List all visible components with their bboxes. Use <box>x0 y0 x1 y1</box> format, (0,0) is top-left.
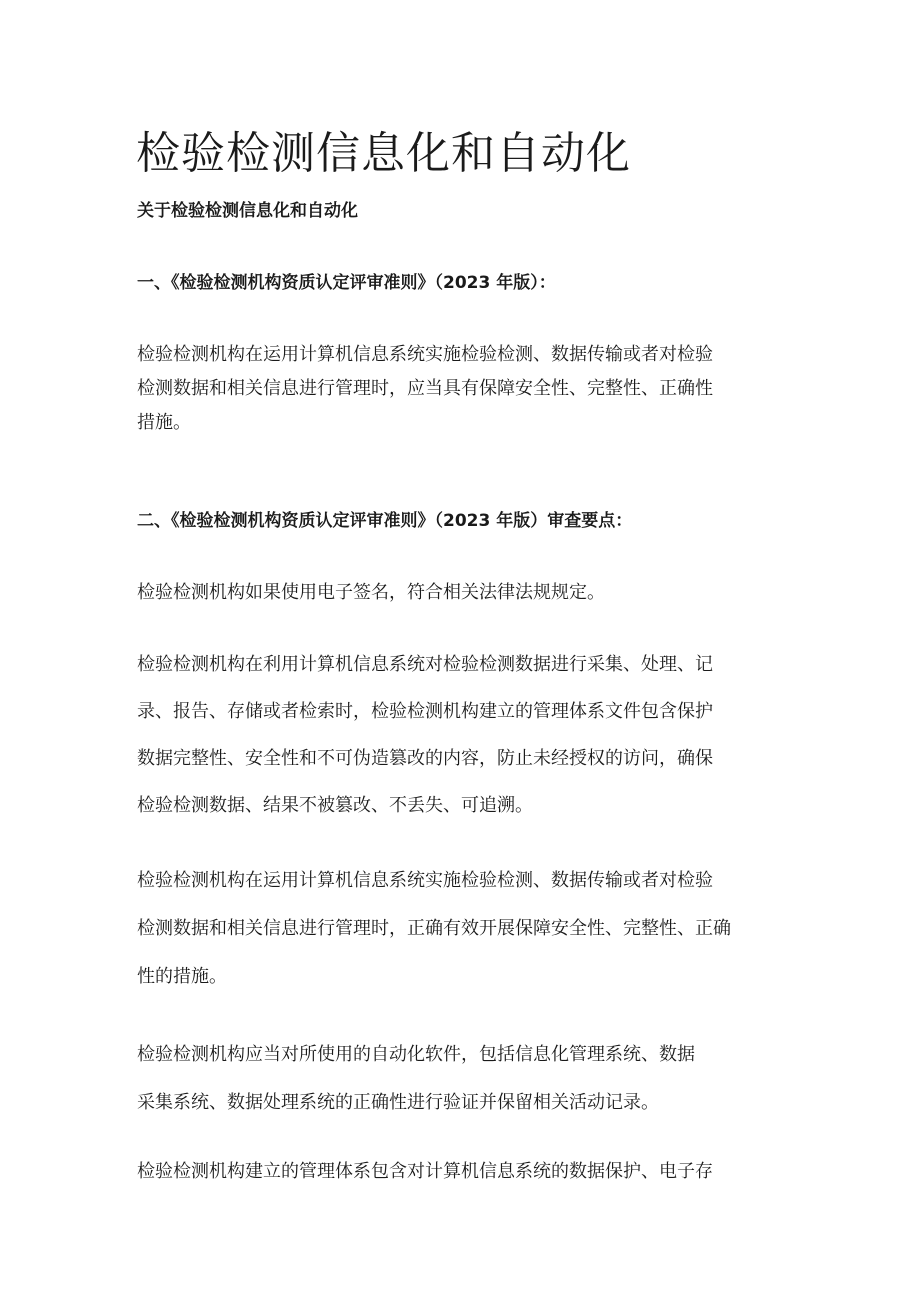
paragraph-line: 数据完整性、安全性和不可伪造篡改的内容，防止未经授权的访问，确保 <box>137 748 713 769</box>
paragraph-line: 录、报告、存储或者检索时，检验检测机构建立的管理体系文件包含保护 <box>137 701 713 722</box>
section-1-paragraph <box>137 340 713 437</box>
section-2-paragraph-3 <box>137 866 731 991</box>
paragraph-line: 检验检测数据、结果不被篡改、不丢失、可追溯。 <box>137 795 533 816</box>
section-2-paragraph-2 <box>137 650 713 820</box>
paragraph-line: 措施。 <box>137 412 191 433</box>
section-1-heading: 一、《检验检测机构资质认定评审准则》（2023 年版）： <box>137 273 556 293</box>
page-title: 检验检测信息化和自动化 <box>136 128 631 179</box>
paragraph-line: 检验检测机构应当对所使用的自动化软件，包括信息化管理系统、数据 <box>137 1044 695 1065</box>
paragraph-line: 检验检测机构如果使用电子签名，符合相关法律法规规定。 <box>137 582 605 603</box>
section-2-paragraph-5 <box>137 1157 713 1186</box>
subtitle: 关于检验检测信息化和自动化 <box>137 201 358 221</box>
section-2-paragraph-4 <box>137 1040 695 1117</box>
paragraph-line: 检测数据和相关信息进行管理时，应当具有保障安全性、完整性、正确性 <box>137 378 713 399</box>
paragraph-line: 采集系统、数据处理系统的正确性进行验证并保留相关活动记录。 <box>137 1092 659 1113</box>
section-2-heading: 二、《检验检测机构资质认定评审准则》（2023 年版）审查要点： <box>137 511 633 531</box>
paragraph-line: 检验检测机构在利用计算机信息系统对检验检测数据进行采集、处理、记 <box>137 654 713 675</box>
paragraph-line: 检验检测机构在运用计算机信息系统实施检验检测、数据传输或者对检验 <box>137 344 713 365</box>
paragraph-line: 检验检测机构建立的管理体系包含对计算机信息系统的数据保护、电子存 <box>137 1161 713 1182</box>
paragraph-line: 检测数据和相关信息进行管理时，正确有效开展保障安全性、完整性、正确 <box>137 918 731 939</box>
paragraph-line: 检验检测机构在运用计算机信息系统实施检验检测、数据传输或者对检验 <box>137 870 713 891</box>
section-2-paragraph-1 <box>137 578 605 607</box>
paragraph-line: 性的措施。 <box>137 966 227 987</box>
